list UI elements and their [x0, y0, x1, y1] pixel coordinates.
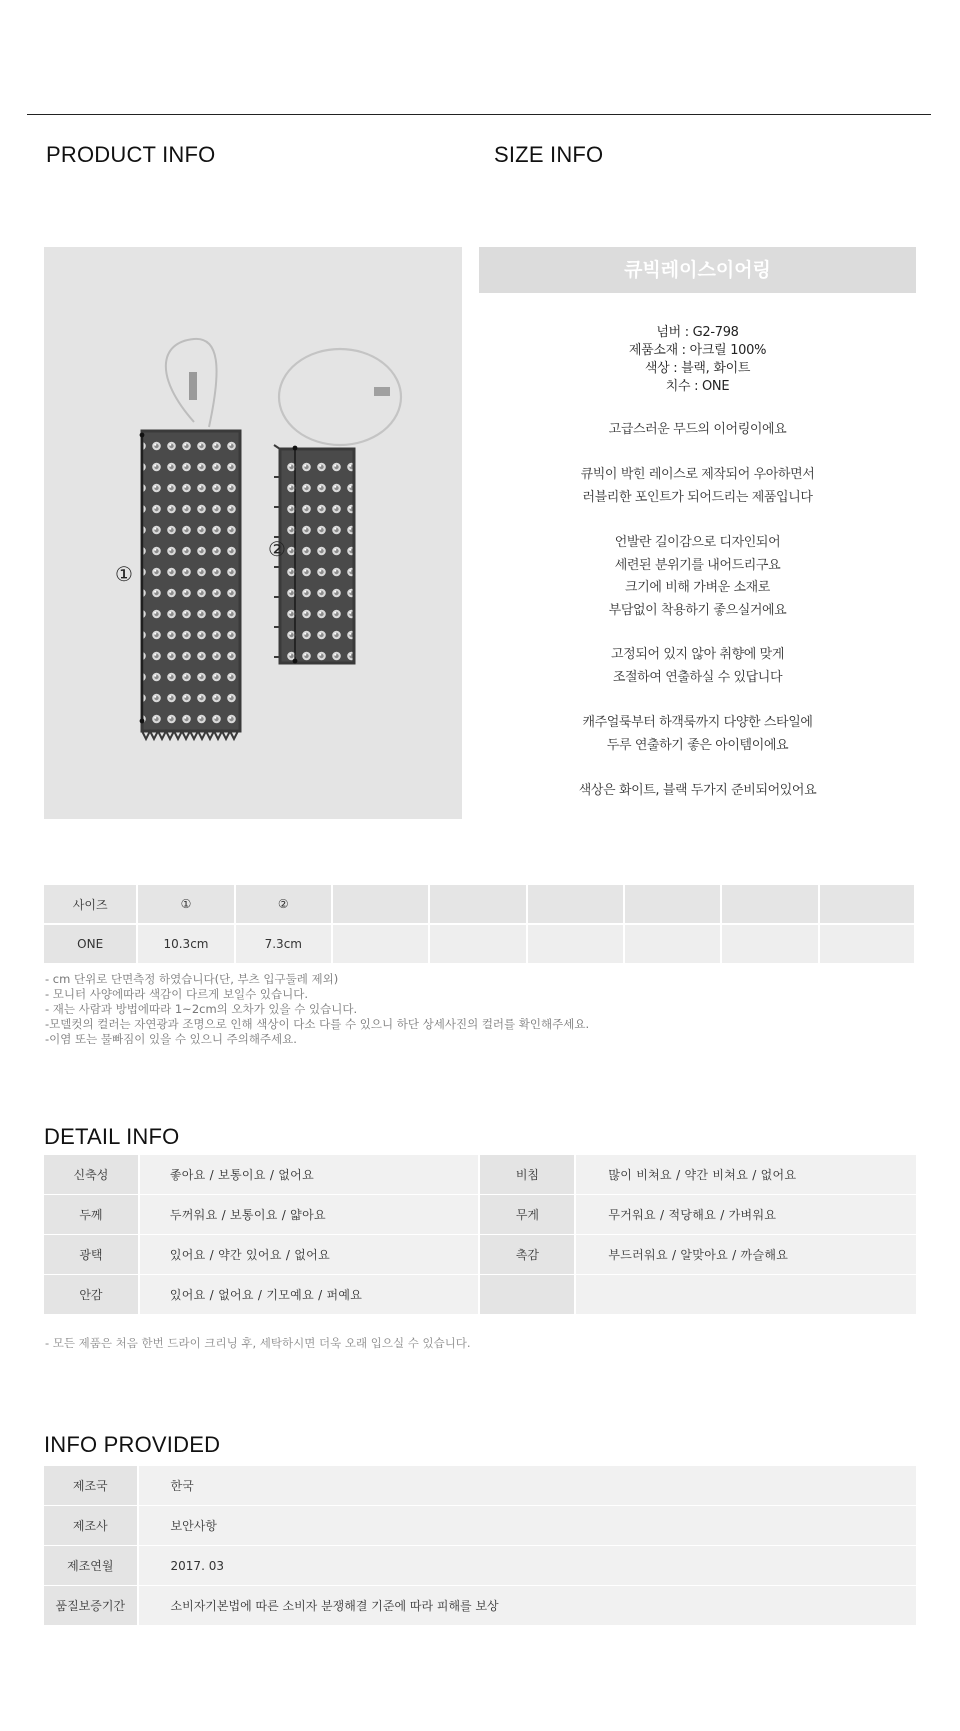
detail-label: 두께 [44, 1195, 140, 1235]
note-line: -이염 또는 물빠짐이 있을 수 있으니 주의해주세요. [45, 1032, 297, 1046]
size-table [44, 885, 916, 965]
description-line: 조절하여 연출하실 수 있답니다 [612, 669, 783, 685]
detail-label: 신축성 [44, 1155, 140, 1195]
earring-1 [142, 431, 240, 739]
size-header-cell: 사이즈 [44, 885, 138, 925]
description-line: 언발란 길이감으로 디자인되어 [614, 535, 781, 550]
description-5 [479, 712, 916, 757]
spec-list [479, 324, 916, 396]
info-label: 제조국 [44, 1466, 139, 1506]
size-header-cell [820, 885, 916, 925]
detail-info-heading: DETAIL INFO [44, 1124, 180, 1149]
info-value: 소비자기본법에 따른 소비자 분쟁해결 기준에 따라 피해를 보상 [139, 1586, 916, 1626]
table-row [44, 1235, 916, 1275]
detail-label: 비침 [480, 1155, 576, 1195]
table-row [44, 1586, 916, 1626]
size-header-cell: ① [138, 885, 235, 925]
detail-label: 촉감 [480, 1235, 576, 1275]
detail-value: 부드러워요 / 알맞아요 / 까슬해요 [576, 1235, 916, 1275]
detail-value [576, 1275, 916, 1315]
info-table [44, 1466, 916, 1626]
size-header-cell: ② [236, 885, 333, 925]
size-cell [820, 925, 916, 965]
description-line: 두루 연출하기 좋은 아이템이에요 [606, 737, 789, 753]
description-6 [479, 780, 916, 803]
detail-table [44, 1155, 916, 1315]
detail-value: 많이 비쳐요 / 약간 비쳐요 / 없어요 [576, 1155, 916, 1195]
description-line: 고급스러운 무드의 이어링이에요 [608, 422, 787, 437]
info-value: 2017. 03 [139, 1546, 916, 1586]
size-notes [45, 972, 589, 1047]
note-line: - 재는 사람과 방법에따라 1~2cm의 오차가 있을 수 있습니다. [45, 1002, 358, 1016]
size-cell: 10.3cm [138, 925, 235, 965]
info-label: 제조사 [44, 1506, 139, 1546]
size-info-heading: SIZE INFO [494, 142, 604, 167]
detail-value: 무거워요 / 적당해요 / 가벼워요 [576, 1195, 916, 1235]
top-divider [27, 114, 931, 115]
description-4 [479, 644, 916, 689]
detail-value: 두꺼워요 / 보통이요 / 얇아요 [140, 1195, 481, 1235]
size-cell: 7.3cm [236, 925, 333, 965]
table-row [44, 925, 916, 965]
wash-note: - 모든 제품은 처음 한번 드라이 크리닝 후, 세탁하시면 더욱 오래 입으실 수 있습니다. [45, 1336, 471, 1350]
detail-value: 좋아요 / 보통이요 / 없어요 [140, 1155, 481, 1195]
table-row [44, 1275, 916, 1315]
info-value: 보안사항 [139, 1506, 916, 1546]
spec-color: 색상 : 블랙, 화이트 [644, 361, 751, 376]
table-row [44, 1546, 916, 1586]
marker-1: ① [115, 562, 133, 586]
note-line: - cm 단위로 단면측정 하였습니다(단, 부츠 입구둘레 제외) [45, 972, 339, 986]
spec-dimension: 치수 : ONE [665, 379, 730, 394]
description-line: 캐주얼룩부터 하객룩까지 다양한 스타일에 [582, 715, 813, 730]
size-header-cell [528, 885, 625, 925]
table-row [44, 1155, 916, 1195]
detail-label: 광택 [44, 1235, 140, 1275]
detail-value: 있어요 / 없어요 / 기모예요 / 퍼예요 [140, 1275, 481, 1315]
size-cell [430, 925, 527, 965]
marker-2: ② [268, 537, 286, 561]
detail-label [480, 1275, 576, 1315]
size-header-cell [722, 885, 819, 925]
description-line: 러블리한 포인트가 되어드리는 제품입니다 [582, 489, 813, 505]
info-provided-heading: INFO PROVIDED [44, 1432, 221, 1457]
description-1 [479, 419, 916, 442]
size-header-cell [430, 885, 527, 925]
product-image [44, 247, 462, 819]
description-line: 크기에 비해 가벼운 소재로 [625, 580, 770, 595]
detail-value: 있어요 / 약간 있어요 / 없어요 [140, 1235, 481, 1275]
size-table-header [44, 885, 916, 925]
description-line: 큐빅이 박힌 레이스로 제작되어 우아하면서 [580, 467, 815, 482]
description-line: 고정되어 있지 않아 취향에 맞게 [611, 647, 784, 662]
description-line: 색상은 화이트, 블랙 두가지 준비되어있어요 [578, 783, 817, 798]
size-cell [528, 925, 625, 965]
product-info-heading: PRODUCT INFO [46, 142, 216, 167]
size-header-cell [333, 885, 430, 925]
size-cell [333, 925, 430, 965]
size-cell: ONE [44, 925, 138, 965]
size-cell [625, 925, 722, 965]
table-row [44, 1506, 916, 1546]
note-line: - 모니터 사양에따라 색감이 다르게 보일수 있습니다. [45, 987, 309, 1001]
spec-number: 넘버 : G2-798 [656, 325, 739, 340]
size-header-cell [625, 885, 722, 925]
description-line: 부담없이 착용하기 좋으실거에요 [608, 602, 787, 618]
info-label: 제조연월 [44, 1546, 139, 1586]
product-name-bar: 큐빅레이스이어링 [479, 247, 916, 293]
size-cell [722, 925, 819, 965]
spec-material: 제품소재 : 아크릴 100% [628, 343, 767, 358]
description-3 [479, 532, 916, 622]
description-line: 세련된 분위기를 내어드리구요 [614, 557, 781, 573]
detail-label: 안감 [44, 1275, 140, 1315]
earring-2 [274, 445, 354, 663]
info-value: 한국 [139, 1466, 916, 1506]
table-row [44, 1466, 916, 1506]
note-line: -모델컷의 컬러는 자연광과 조명으로 인해 색상이 다소 다를 수 있으니 하단 상세사진의 컬러를 확인해주세요. [45, 1017, 590, 1031]
info-label: 품질보증기간 [44, 1586, 139, 1626]
detail-label: 무게 [480, 1195, 576, 1235]
table-row [44, 1195, 916, 1235]
description-2 [479, 464, 916, 509]
